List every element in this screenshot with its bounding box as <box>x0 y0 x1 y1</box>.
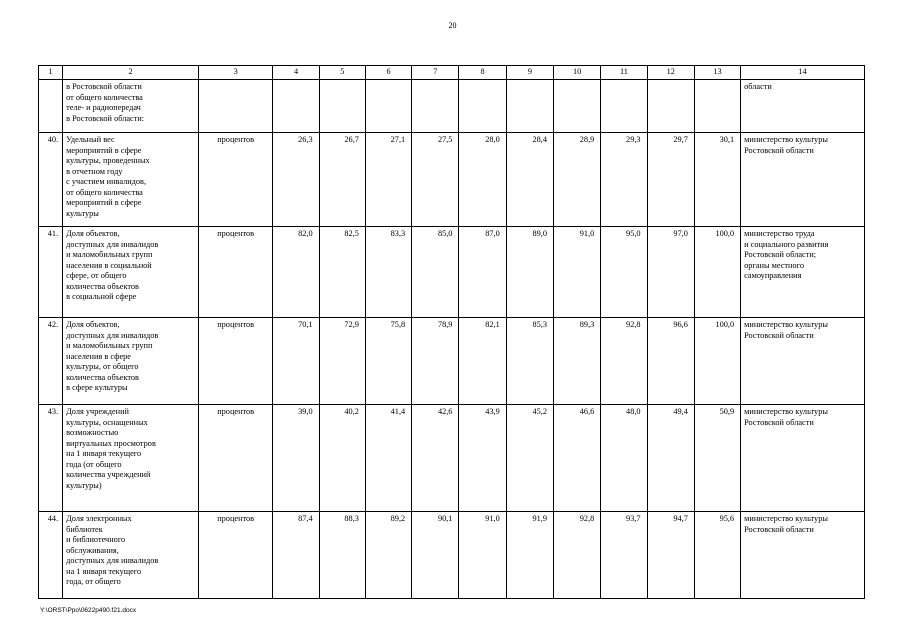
year-value-cell: 46,6 <box>554 405 601 512</box>
year-value-cell: 87,4 <box>273 512 319 599</box>
year-value-cell: 91,0 <box>554 227 601 318</box>
responsible-executor: министерство культуры Ростовской области <box>741 512 865 599</box>
indicator-number: 41. <box>39 227 63 318</box>
year-value-cell: 93,7 <box>601 512 647 599</box>
indicator-description: Доля объектов, доступных для инвалидов и маломобильных групп населения в социальной сфере, от общего количества объектов в социальной сфере <box>63 227 199 318</box>
year-value-cell: 75,8 <box>365 318 411 405</box>
indicator-description: Доля электронных библиотек и библиотечного обслуживания, доступных для инвалидов на 1 января текущего года, от общего <box>63 512 199 599</box>
year-value-cell: 45,2 <box>506 405 553 512</box>
responsible-executor: министерство труда и социального развития Ростовской области; органы местного самоуправления <box>741 227 865 318</box>
responsible-executor: министерство культуры Ростовской области <box>741 133 865 227</box>
column-number-header: 8 <box>459 66 506 80</box>
column-number-header: 7 <box>412 66 459 80</box>
year-value-cell <box>506 80 553 133</box>
responsible-executor: области <box>741 80 865 133</box>
year-value-cell: 89,2 <box>365 512 411 599</box>
year-value-cell: 100,0 <box>694 318 740 405</box>
year-value-cell: 91,0 <box>459 512 506 599</box>
year-value-cell <box>694 80 740 133</box>
year-value-cell: 78,9 <box>412 318 459 405</box>
year-value-cell: 27,5 <box>412 133 459 227</box>
year-value-cell: 29,7 <box>647 133 694 227</box>
column-number-row <box>39 66 865 80</box>
year-value-cell: 97,0 <box>647 227 694 318</box>
table-row <box>39 512 865 599</box>
unit-of-measure: процентов <box>198 227 272 318</box>
year-value-cell: 95,6 <box>694 512 740 599</box>
year-value-cell: 82,5 <box>319 227 365 318</box>
year-value-cell: 88,3 <box>319 512 365 599</box>
unit-of-measure: процентов <box>198 512 272 599</box>
indicator-description: Доля объектов, доступных для инвалидов и маломобильных групп населения в сфере культуры, от общего количества объектов в сфере культуры <box>63 318 199 405</box>
year-value-cell: 29,3 <box>601 133 647 227</box>
indicator-description: Доля учреждений культуры, оснащенных возможностью виртуальных просмотров на 1 января текущего года (от общего количества учреждений культуры) <box>63 405 199 512</box>
column-number-header: 14 <box>741 66 865 80</box>
year-value-cell: 87,0 <box>459 227 506 318</box>
year-value-cell: 92,8 <box>554 512 601 599</box>
table-row <box>39 227 865 318</box>
table-row <box>39 80 865 133</box>
year-value-cell: 42,6 <box>412 405 459 512</box>
column-number-header: 5 <box>319 66 365 80</box>
year-value-cell: 91,9 <box>506 512 553 599</box>
year-value-cell <box>459 80 506 133</box>
year-value-cell <box>601 80 647 133</box>
year-value-cell: 95,0 <box>601 227 647 318</box>
year-value-cell: 30,1 <box>694 133 740 227</box>
year-value-cell: 92,8 <box>601 318 647 405</box>
column-number-header: 10 <box>554 66 601 80</box>
indicator-description: Удельный вес мероприятий в сфере культуры, проведенных в отчетном году с участием инвалидов, от общего количества мероприятий в сфере культуры <box>63 133 199 227</box>
column-number-header: 11 <box>601 66 647 80</box>
unit-of-measure: процентов <box>198 133 272 227</box>
column-number-header: 6 <box>365 66 411 80</box>
year-value-cell <box>319 80 365 133</box>
year-value-cell: 83,3 <box>365 227 411 318</box>
year-value-cell: 85,3 <box>506 318 553 405</box>
year-value-cell: 43,9 <box>459 405 506 512</box>
unit-of-measure: процентов <box>198 405 272 512</box>
column-number-header: 3 <box>198 66 272 80</box>
column-number-header: 13 <box>694 66 740 80</box>
unit-of-measure <box>198 80 272 133</box>
year-value-cell <box>412 80 459 133</box>
year-value-cell: 94,7 <box>647 512 694 599</box>
year-value-cell: 49,4 <box>647 405 694 512</box>
column-number-header: 12 <box>647 66 694 80</box>
year-value-cell: 28,4 <box>506 133 553 227</box>
year-value-cell: 40,2 <box>319 405 365 512</box>
year-value-cell: 28,9 <box>554 133 601 227</box>
file-path-footer: Y:\ORST\Ppo\0622p490.f21.docx <box>40 607 137 614</box>
page-number: 20 <box>448 21 457 30</box>
column-number-header: 4 <box>273 66 319 80</box>
year-value-cell: 28,0 <box>459 133 506 227</box>
table-row <box>39 405 865 512</box>
year-value-cell: 26,3 <box>273 133 319 227</box>
year-value-cell: 89,3 <box>554 318 601 405</box>
year-value-cell: 27,1 <box>365 133 411 227</box>
indicator-number <box>39 80 63 133</box>
year-value-cell <box>365 80 411 133</box>
responsible-executor: министерство культуры Ростовской области <box>741 318 865 405</box>
table-row <box>39 318 865 405</box>
indicator-number: 42. <box>39 318 63 405</box>
column-number-header: 9 <box>506 66 553 80</box>
responsible-executor: министерство культуры Ростовской области <box>741 405 865 512</box>
year-value-cell: 50,9 <box>694 405 740 512</box>
column-number-header: 1 <box>39 66 63 80</box>
year-value-cell: 96,6 <box>647 318 694 405</box>
indicator-number: 44. <box>39 512 63 599</box>
year-value-cell <box>273 80 319 133</box>
year-value-cell: 90,1 <box>412 512 459 599</box>
year-value-cell: 26,7 <box>319 133 365 227</box>
table-row <box>39 133 865 227</box>
column-number-header: 2 <box>63 66 199 80</box>
year-value-cell: 100,0 <box>694 227 740 318</box>
year-value-cell: 72,9 <box>319 318 365 405</box>
indicator-number: 43. <box>39 405 63 512</box>
year-value-cell: 41,4 <box>365 405 411 512</box>
year-value-cell: 39,0 <box>273 405 319 512</box>
year-value-cell: 82,1 <box>459 318 506 405</box>
year-value-cell: 82,0 <box>273 227 319 318</box>
year-value-cell: 48,0 <box>601 405 647 512</box>
year-value-cell <box>647 80 694 133</box>
indicator-table <box>38 65 865 599</box>
year-value-cell: 89,0 <box>506 227 553 318</box>
year-value-cell: 70,1 <box>273 318 319 405</box>
year-value-cell: 85,0 <box>412 227 459 318</box>
indicator-number: 40. <box>39 133 63 227</box>
indicator-description: в Ростовской области от общего количества теле- и радиопередач в Ростовской области: <box>63 80 199 133</box>
unit-of-measure: процентов <box>198 318 272 405</box>
year-value-cell <box>554 80 601 133</box>
